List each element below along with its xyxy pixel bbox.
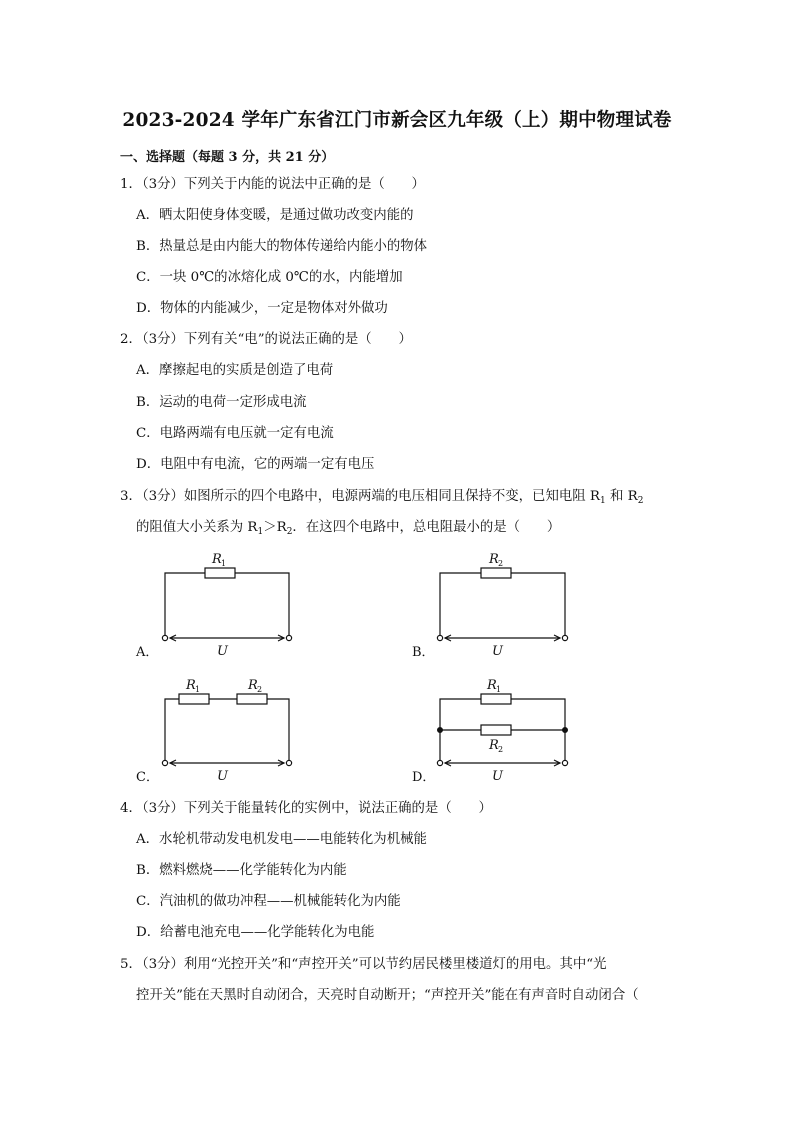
question-2-option-d: D．电阻中有电流，它的两端一定有电压 <box>136 457 375 472</box>
option-a-letter: A． <box>136 645 159 660</box>
question-2-option-a: A．摩擦起电的实质是创造了电荷 <box>136 363 334 378</box>
resistor-r2-b <box>481 568 511 578</box>
label-r: R <box>186 678 196 693</box>
circuit-b <box>437 568 567 641</box>
label-sub: 2 <box>257 685 263 694</box>
option-d-letter: D． <box>412 770 436 785</box>
resistor-r1-c <box>179 694 209 704</box>
label-r: R <box>212 552 222 567</box>
label-r: R <box>248 678 258 693</box>
label-u: U <box>492 644 503 659</box>
exam-title: 2023-2024 学年广东省江门市新会区九年级（上）期中物理试卷 <box>122 110 672 131</box>
resistor-r1-a <box>205 568 235 578</box>
label-r: R <box>487 678 497 693</box>
terminal-icon <box>437 760 442 765</box>
resistor-r2-c <box>237 694 267 704</box>
label-u: U <box>217 769 228 784</box>
terminal-icon <box>437 635 442 640</box>
question-4-stem: 4．（3分）下列关于能量转化的实例中，说法正确的是（ ） <box>120 801 492 816</box>
question-3-stem: 3．（3分）如图所示的四个电路中，电源两端的电压相同且保持不变，已知电阻 $R_1$ 和 $R_2$ <box>120 489 644 506</box>
label-u: U <box>217 644 228 659</box>
option-c-letter: C． <box>136 770 159 785</box>
question-2-option-b: B．运动的电荷一定形成电流 <box>136 395 307 410</box>
resistor-r2-d <box>481 725 511 735</box>
terminal-icon <box>162 635 167 640</box>
label-r: R <box>489 552 499 567</box>
terminal-icon <box>562 760 567 765</box>
label-sub: 1 <box>221 559 227 568</box>
label-r: R <box>489 738 499 753</box>
question-1-option-b: B．热量总是由内能大的物体传递给内能小的物体 <box>136 239 428 254</box>
terminal-icon <box>286 635 291 640</box>
question-5-stem: 5．（3分）利用“光控开关”和“声控开关”可以节约居民楼里楼道灯的用电。其中“光 <box>120 957 607 972</box>
label-sub: 1 <box>195 685 201 694</box>
question-1-stem: 1．（3分）下列关于内能的说法中正确的是（ ） <box>120 177 425 192</box>
label-sub: 1 <box>496 685 502 694</box>
question-4-option-a: A．水轮机带动发电机发电——电能转化为机械能 <box>136 832 427 847</box>
question-5-stem-continued: 控开关”能在天黑时自动闭合，天亮时自动断开；“声控开关”能在有声音时自动闭合（ <box>136 988 639 1003</box>
question-4-option-d: D．给蓄电池充电——化学能转化为电能 <box>136 925 375 940</box>
option-b-letter: B． <box>412 645 435 660</box>
terminal-icon <box>162 760 167 765</box>
question-4-option-c: C．汽油机的做功冲程——机械能转化为内能 <box>136 894 401 909</box>
question-1-option-a: A．晒太阳使身体变暖，是通过做功改变内能的 <box>136 208 414 223</box>
circuit-c <box>162 694 291 766</box>
terminal-icon <box>286 760 291 765</box>
section-heading: 一、选择题（每题 3 分，共 21 分） <box>120 150 335 165</box>
circuit-a <box>162 568 291 641</box>
resistor-r1-d <box>481 694 511 704</box>
circuit-d <box>437 694 567 766</box>
junction-dot <box>563 728 568 733</box>
label-sub: 2 <box>498 745 504 754</box>
question-1-option-d: D．物体的内能减少，一定是物体对外做功 <box>136 301 388 316</box>
question-2-option-c: C．电路两端有电压就一定有电流 <box>136 426 334 441</box>
terminal-icon <box>562 635 567 640</box>
question-2-stem: 2．（3分）下列有关“电”的说法正确的是（ ） <box>120 332 412 347</box>
label-sub: 2 <box>498 559 504 568</box>
junction-dot <box>438 728 443 733</box>
question-3-stem-continued: 的阻值大小关系为 $R_1>R_2$．在这四个电路中，总电阻最小的是（ ） <box>136 520 561 537</box>
label-u: U <box>492 769 503 784</box>
question-4-option-b: B．燃料燃烧——化学能转化为内能 <box>136 863 347 878</box>
question-1-option-c: C．一块 0℃的冰熔化成 0℃的水，内能增加 <box>136 270 403 285</box>
